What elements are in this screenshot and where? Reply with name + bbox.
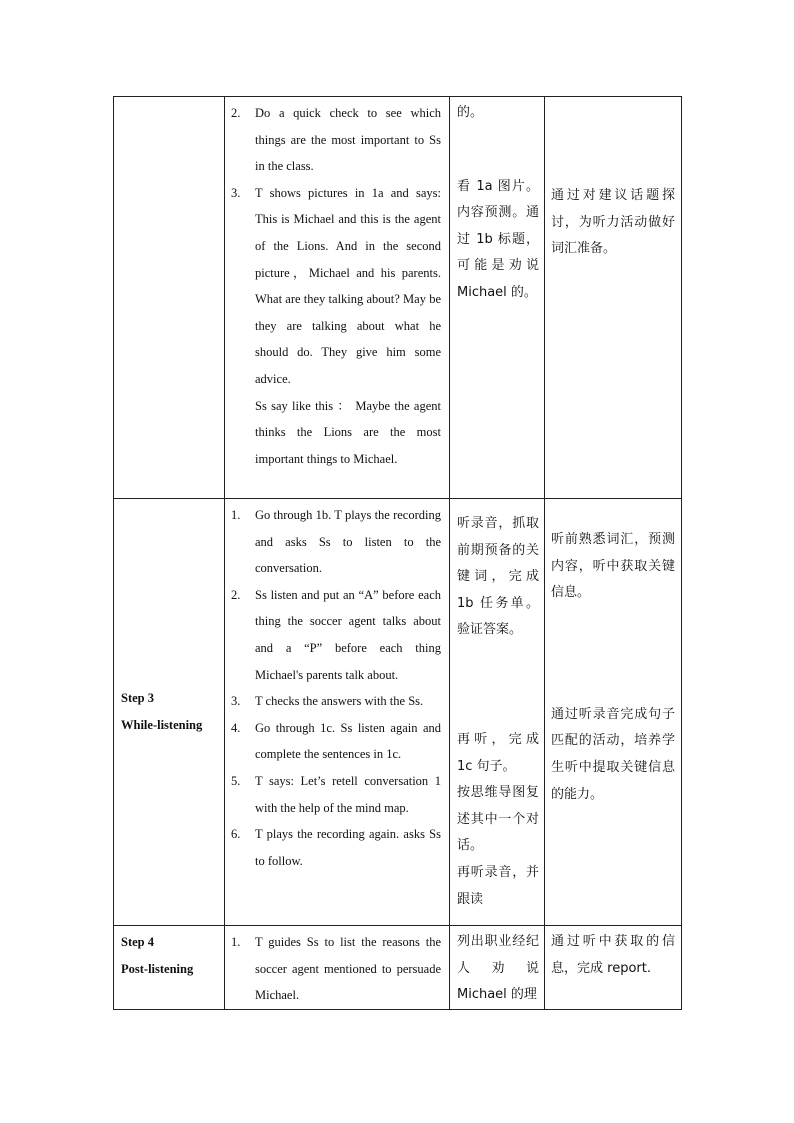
table-row [114,97,682,499]
student-activity-text: 的。 [457,105,484,120]
purpose-cell [545,499,682,926]
step-cell [114,499,225,926]
student-activity-text: 列出职业经纪人劝说 Michael 的理 [457,934,539,1003]
list-item: 2. Ss listen and put an “A” before each thing the soccer agent talks about and a “P” before each thing Michael's parents talk about. [231,587,441,682]
step-cell [114,926,225,1010]
table-row [114,926,682,1010]
purpose-text: 通过听中获取的信息，完成 report. [551,934,675,976]
list-item: 5. T says: Let’s retell conversation 1 with the help of the mind map. [231,773,441,815]
step-title: While-listening [121,718,203,732]
student-activity-cell [450,97,545,499]
purpose-cell [545,926,682,1010]
list-item: 6. T plays the recording again. asks Ss to follow. [231,827,441,868]
lesson-plan-table [113,96,682,1010]
list-item: Ss say like this ： Maybe the agent thinks the Lions are the most important things to Michael. [255,398,441,466]
procedure-cell [225,926,450,1010]
step-number: Step 3 [121,691,154,705]
purpose-text: 听前熟悉词汇，预测内容，听中获取关键信息。 [551,532,675,601]
student-activity-cell [450,499,545,926]
list-item: 1. Go through 1b. T plays the recording and asks Ss to listen to the conversation. [231,508,441,576]
student-activity-cell [450,926,545,1010]
step-cell [114,97,225,499]
list-item: 3. T shows pictures in 1a and says: This is Michael and this is the agent of the Lions. And in the second picture，Michael and his parents. What are they talking about? May be they are talking about what he should do. They give him some advice. [231,185,441,386]
student-activity-text: 听录音，抓取前期预备的关键词，完成 1b 任务单。验证答案。 [457,516,539,638]
step-number: Step 4 [121,935,154,949]
list-item: 2. Do a quick check to see which things are the most important to Ss in the class. [231,106,441,174]
purpose-cell [545,97,682,499]
procedure-cell [225,97,450,499]
step-title: Post-listening [121,962,194,976]
procedure-cell [225,499,450,926]
table-row [114,499,682,926]
list-item: 1. T guides Ss to list the reasons the soccer agent mentioned to persuade Michael. [231,935,441,1003]
list-item: 4. Go through 1c. Ss listen again and complete the sentences in 1c. [231,720,441,762]
student-activity-text: 再听，完成 1c 句子。 按思维导图复述其中一个对话。 再听录音，并跟读 [457,731,539,907]
list-item: 3. T checks the answers with the Ss. [231,694,424,709]
student-activity-text: 看 1a 图片。内容预测。通过 1b 标题，可能是劝说 Michael 的。 [457,178,539,300]
purpose-text: 通过对建议话题探讨，为听力活动做好词汇准备。 [551,188,675,257]
purpose-text: 通过听录音完成句子匹配的活动，培养学生听中提取关键信息的能力。 [551,706,675,802]
